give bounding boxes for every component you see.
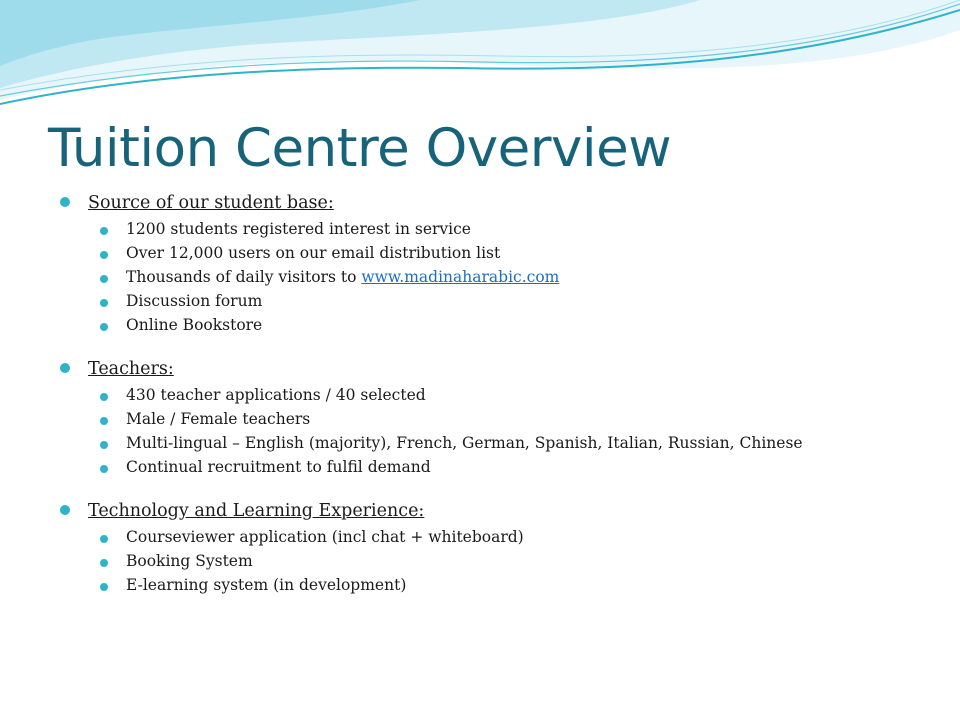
bullet-icon bbox=[60, 505, 70, 515]
bullet-icon bbox=[100, 393, 108, 401]
list-item bbox=[60, 267, 940, 286]
section-heading-text: Teachers: bbox=[88, 359, 174, 379]
bullet-list bbox=[60, 385, 940, 476]
list-item bbox=[60, 291, 940, 310]
bullet-icon bbox=[100, 559, 108, 567]
bullet-icon bbox=[100, 275, 108, 283]
section-student-base bbox=[60, 190, 940, 334]
bullet-list bbox=[60, 527, 940, 594]
list-item bbox=[60, 575, 940, 594]
bullet-icon bbox=[100, 535, 108, 543]
list-item-text: Online Bookstore bbox=[126, 316, 263, 334]
bullet-icon bbox=[60, 197, 70, 207]
bullet-icon bbox=[60, 363, 70, 373]
section-heading bbox=[60, 498, 940, 524]
list-item-text: Courseviewer application (incl chat + whiteboard) bbox=[126, 528, 524, 546]
slide-title: Tuition Centre Overview bbox=[48, 118, 672, 179]
list-item-text: Continual recruitment to fulfil demand bbox=[126, 458, 431, 476]
website-link[interactable]: www.madinaharabic.com bbox=[361, 268, 560, 286]
list-item bbox=[60, 551, 940, 570]
list-item bbox=[60, 457, 940, 476]
list-item bbox=[60, 219, 940, 238]
bullet-icon bbox=[100, 251, 108, 259]
list-item bbox=[60, 409, 940, 428]
bullet-icon bbox=[100, 417, 108, 425]
bullet-icon bbox=[100, 465, 108, 473]
list-item-text: Discussion forum bbox=[126, 292, 263, 310]
bullet-icon bbox=[100, 583, 108, 591]
list-item-text: 1200 students registered interest in service bbox=[126, 220, 471, 238]
section-heading bbox=[60, 190, 940, 216]
list-item bbox=[60, 315, 940, 334]
slide-content bbox=[60, 190, 940, 599]
section-technology bbox=[60, 498, 940, 594]
list-item bbox=[60, 527, 940, 546]
section-heading-text: Source of our student base: bbox=[88, 193, 334, 213]
list-item bbox=[60, 433, 940, 452]
list-item-text: Booking System bbox=[126, 552, 253, 570]
bullet-icon bbox=[100, 323, 108, 331]
bullet-icon bbox=[100, 227, 108, 235]
bullet-icon bbox=[100, 299, 108, 307]
list-item-text: 430 teacher applications / 40 selected bbox=[126, 386, 426, 404]
section-heading bbox=[60, 356, 940, 382]
list-item bbox=[60, 385, 940, 404]
section-heading-text: Technology and Learning Experience: bbox=[88, 501, 425, 521]
list-item-text: E-learning system (in development) bbox=[126, 576, 407, 594]
list-item-text: Over 12,000 users on our email distribution list bbox=[126, 244, 501, 262]
list-item-text: Multi-lingual – English (majority), French, German, Spanish, Italian, Russian, Chinese bbox=[126, 434, 803, 452]
section-teachers bbox=[60, 356, 940, 476]
list-item-prefix: Thousands of daily visitors to bbox=[126, 268, 362, 286]
bullet-icon bbox=[100, 441, 108, 449]
bullet-list bbox=[60, 219, 940, 334]
list-item bbox=[60, 243, 940, 262]
list-item-text bbox=[126, 268, 559, 286]
list-item-text: Male / Female teachers bbox=[126, 410, 311, 428]
